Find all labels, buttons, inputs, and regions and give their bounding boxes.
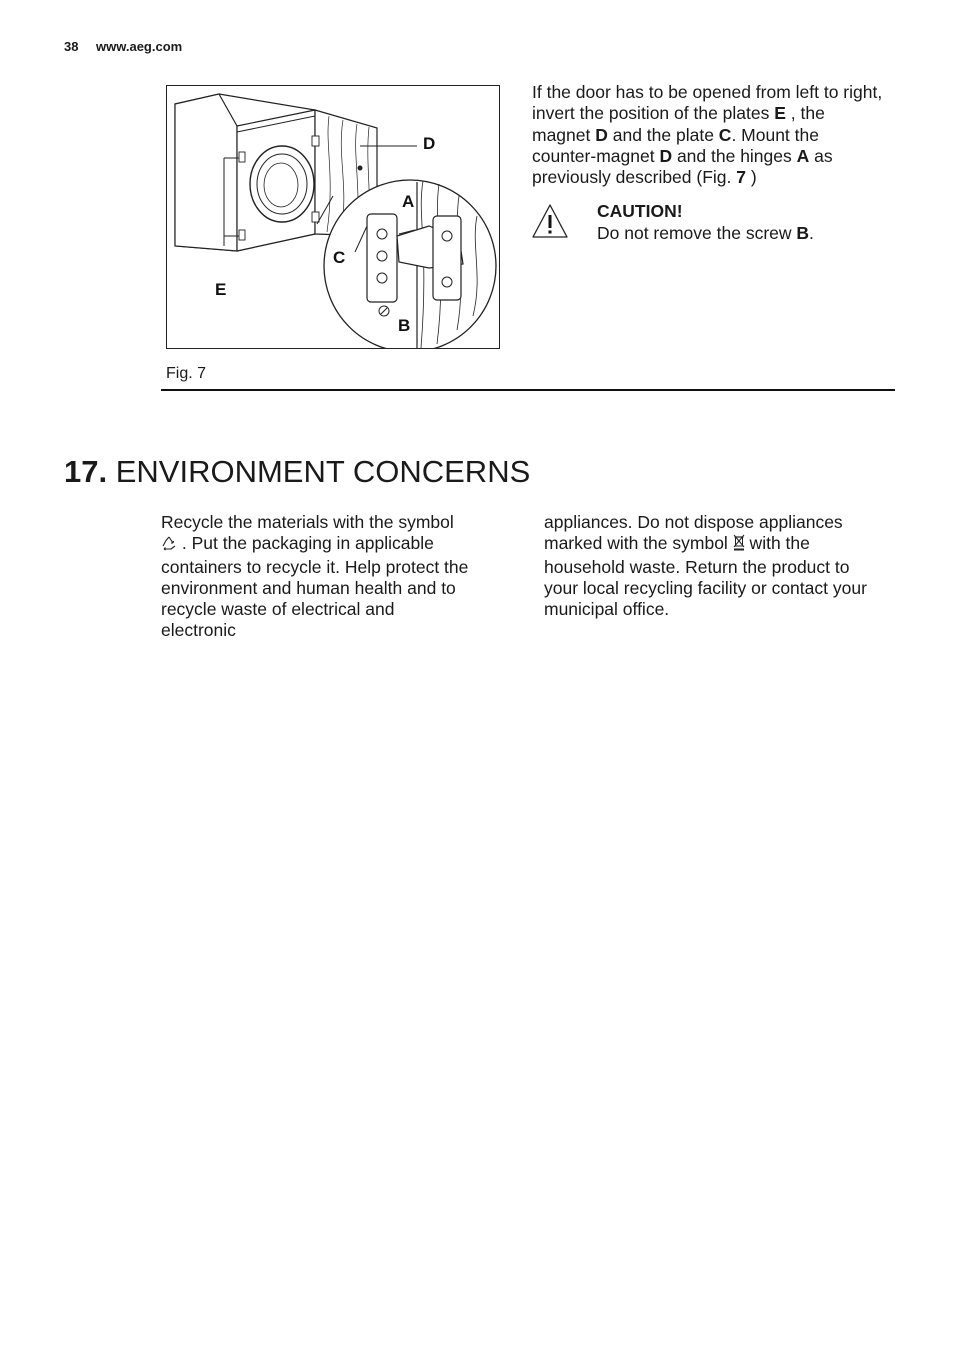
warning-triangle-icon — [531, 203, 569, 239]
section-heading — [64, 454, 530, 490]
label-c: C — [333, 248, 346, 267]
label-e: E — [215, 280, 227, 299]
section-divider — [161, 389, 895, 391]
door-instructions: If the door has to be opened from left to right, invert the position of the plates E , the magnet D and the plate C. Mount the counter-magnet D and the hinges A as previously described (Fig. 7 ) — [532, 82, 883, 188]
label-d: D — [423, 134, 436, 153]
environment-text-col1: Recycle the materials with the symbol . Put the packaging in applicable containers to recycle it. Help protect the environment and human health and to recycle waste of electrical and electronic — [161, 512, 469, 641]
figure-7 — [166, 85, 500, 349]
website-url: www.aeg.com — [96, 39, 183, 54]
section-title: ENVIRONMENT CONCERNS — [115, 454, 531, 489]
label-b: B — [398, 316, 411, 335]
hinge-illustration — [167, 86, 499, 348]
caution-text: Do not remove the screw B. — [597, 223, 814, 243]
label-a: A — [402, 192, 415, 211]
figure-caption: Fig. 7 — [166, 365, 207, 382]
caution-title: CAUTION! — [597, 201, 683, 221]
recycle-icon — [161, 535, 177, 556]
environment-text-col2: appliances. Do not dispose appliances marked with the symbol with the household waste. Return the product to your local recycling facility or contact your municipal office. — [544, 512, 867, 620]
page-number: 38 — [64, 39, 79, 54]
crossed-bin-icon — [733, 534, 745, 556]
section-number: 17. — [64, 454, 108, 489]
